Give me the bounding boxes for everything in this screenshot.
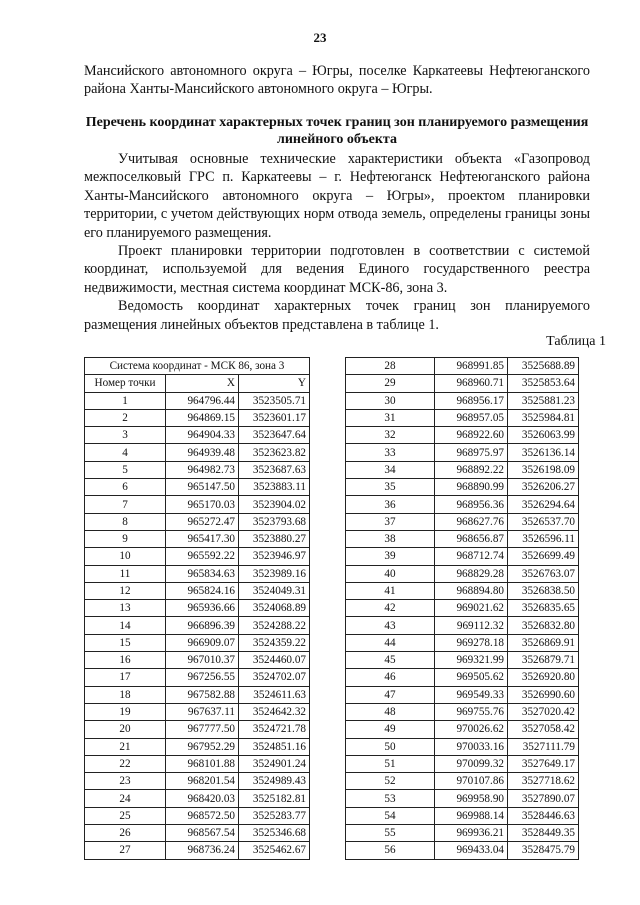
table-row (346, 790, 579, 807)
y-coordinate-cell: 3524642.32 (239, 703, 310, 720)
table-row (346, 617, 579, 634)
x-coordinate-cell: 968991.85 (435, 358, 508, 375)
table-row (346, 582, 579, 599)
x-coordinate-cell: 965417.30 (166, 530, 239, 547)
y-coordinate-cell: 3523904.02 (239, 496, 310, 513)
point-number-cell: 47 (346, 686, 435, 703)
x-coordinate-cell: 964869.15 (166, 409, 239, 426)
x-coordinate-cell: 968956.17 (435, 392, 508, 409)
table-row (85, 721, 310, 738)
x-coordinate-cell: 965272.47 (166, 513, 239, 530)
point-number-cell: 28 (346, 358, 435, 375)
x-coordinate-cell: 969755.76 (435, 703, 508, 720)
y-coordinate-cell: 3527020.42 (508, 703, 579, 720)
point-number-cell: 23 (85, 773, 166, 790)
point-number-cell: 54 (346, 807, 435, 824)
x-coordinate-cell: 967582.88 (166, 686, 239, 703)
col-point-header: Номер точки (85, 375, 166, 392)
table-row (346, 652, 579, 669)
point-number-cell: 43 (346, 617, 435, 634)
point-number-cell: 16 (85, 652, 166, 669)
y-coordinate-cell: 3525462.67 (239, 842, 310, 859)
y-coordinate-cell: 3525881.23 (508, 392, 579, 409)
y-coordinate-cell: 3523793.68 (239, 513, 310, 530)
point-number-cell: 11 (85, 565, 166, 582)
x-coordinate-cell: 967010.37 (166, 652, 239, 669)
x-coordinate-cell: 965170.03 (166, 496, 239, 513)
x-coordinate-cell: 967256.55 (166, 669, 239, 686)
point-number-cell: 53 (346, 790, 435, 807)
table-row (85, 842, 310, 859)
y-coordinate-cell: 3527058.42 (508, 721, 579, 738)
y-coordinate-cell: 3526869.91 (508, 634, 579, 651)
point-number-cell: 30 (346, 392, 435, 409)
point-number-cell: 39 (346, 548, 435, 565)
y-coordinate-cell: 3523647.64 (239, 427, 310, 444)
y-coordinate-cell: 3524611.63 (239, 686, 310, 703)
table-row (85, 427, 310, 444)
point-number-cell: 44 (346, 634, 435, 651)
table-row (85, 755, 310, 772)
table-row (346, 634, 579, 651)
point-number-cell: 51 (346, 755, 435, 772)
y-coordinate-cell: 3524901.24 (239, 755, 310, 772)
point-number-cell: 32 (346, 427, 435, 444)
y-coordinate-cell: 3525283.77 (239, 807, 310, 824)
y-coordinate-cell: 3526835.65 (508, 600, 579, 617)
intro-text: Мансийского автономного округа – Югры, поселке Каркатеевы Нефтеюганского района Ханты-Мансийского автономного округа – Югры. (84, 63, 590, 98)
table-row (346, 686, 579, 703)
table-row (346, 548, 579, 565)
x-coordinate-cell: 968960.71 (435, 375, 508, 392)
y-coordinate-cell: 3528446.63 (508, 807, 579, 824)
x-coordinate-cell: 969278.18 (435, 634, 508, 651)
point-number-cell: 56 (346, 842, 435, 859)
table-row (85, 617, 310, 634)
y-coordinate-cell: 3524851.16 (239, 738, 310, 755)
point-number-cell: 7 (85, 496, 166, 513)
point-number-cell: 3 (85, 427, 166, 444)
point-number-cell: 42 (346, 600, 435, 617)
paragraph: Учитывая основные технические характеристики объекта «Газопровод межпоселковый ГРС п. Каркатеевы – г. Нефтеюганск Нефтеюганского района Ханты-Мансийского автономного округа – Югры», проектом планировки территории, с учетом действующих норм отвода земель, определены границы зоны его планируемого размещения. (84, 151, 590, 241)
table-row (346, 461, 579, 478)
y-coordinate-cell: 3523687.63 (239, 461, 310, 478)
table-row (346, 825, 579, 842)
table-row (346, 738, 579, 755)
point-number-cell: 18 (85, 686, 166, 703)
x-coordinate-cell: 968736.24 (166, 842, 239, 859)
y-coordinate-cell: 3526920.80 (508, 669, 579, 686)
table-row (85, 773, 310, 790)
y-coordinate-cell: 3523623.82 (239, 444, 310, 461)
table-row (346, 530, 579, 547)
y-coordinate-cell: 3524288.22 (239, 617, 310, 634)
x-coordinate-cell: 965147.50 (166, 479, 239, 496)
table-row (85, 669, 310, 686)
table-row (85, 634, 310, 651)
x-coordinate-cell: 968957.05 (435, 409, 508, 426)
page-number: 23 (313, 30, 327, 45)
table-row (346, 444, 579, 461)
x-coordinate-cell: 968656.87 (435, 530, 508, 547)
table-row (85, 582, 310, 599)
y-coordinate-cell: 3527718.62 (508, 773, 579, 790)
point-number-cell: 10 (85, 548, 166, 565)
y-coordinate-cell: 3528475.79 (508, 842, 579, 859)
x-coordinate-cell: 968627.76 (435, 513, 508, 530)
point-number-cell: 9 (85, 530, 166, 547)
x-coordinate-cell: 965592.22 (166, 548, 239, 565)
point-number-cell: 1 (85, 392, 166, 409)
x-coordinate-cell: 969321.99 (435, 652, 508, 669)
table-row (85, 652, 310, 669)
y-coordinate-cell: 3524049.31 (239, 582, 310, 599)
paragraph: Проект планировки территории подготовлен в соответствии с системой координат, используемой для ведения Единого государственного реестра недвижимости, местная система координат МСК-86, зона 3. (84, 243, 590, 296)
point-number-cell: 15 (85, 634, 166, 651)
table-row (85, 600, 310, 617)
table-row (346, 721, 579, 738)
point-number-cell: 49 (346, 721, 435, 738)
y-coordinate-cell: 3524721.78 (239, 721, 310, 738)
x-coordinate-cell: 968101.88 (166, 755, 239, 772)
table-row (346, 513, 579, 530)
y-coordinate-cell: 3527649.17 (508, 755, 579, 772)
table-row (85, 496, 310, 513)
x-coordinate-cell: 969021.62 (435, 600, 508, 617)
table-row (346, 669, 579, 686)
point-number-cell: 2 (85, 409, 166, 426)
x-coordinate-cell: 968894.80 (435, 582, 508, 599)
point-number-cell: 24 (85, 790, 166, 807)
point-number-cell: 46 (346, 669, 435, 686)
point-number-cell: 37 (346, 513, 435, 530)
y-coordinate-cell: 3526136.14 (508, 444, 579, 461)
table-row (85, 738, 310, 755)
table-row (85, 513, 310, 530)
point-number-cell: 26 (85, 825, 166, 842)
table-row (85, 565, 310, 582)
x-coordinate-cell: 967777.50 (166, 721, 239, 738)
y-coordinate-cell: 3526838.50 (508, 582, 579, 599)
y-coordinate-cell: 3527890.07 (508, 790, 579, 807)
paragraph: Ведомость координат характерных точек границ зон планируемого размещения линейных объектов представлена в таблице 1. (84, 298, 590, 333)
y-coordinate-cell: 3526832.80 (508, 617, 579, 634)
table-row (85, 686, 310, 703)
table-row (346, 807, 579, 824)
y-coordinate-cell: 3526990.60 (508, 686, 579, 703)
point-number-cell: 25 (85, 807, 166, 824)
table-row (346, 479, 579, 496)
x-coordinate-cell: 968712.74 (435, 548, 508, 565)
x-coordinate-cell: 970099.32 (435, 755, 508, 772)
x-coordinate-cell: 968201.54 (166, 773, 239, 790)
point-number-cell: 6 (85, 479, 166, 496)
y-coordinate-cell: 3526879.71 (508, 652, 579, 669)
x-coordinate-cell: 966909.07 (166, 634, 239, 651)
y-coordinate-cell: 3525182.81 (239, 790, 310, 807)
point-number-cell: 45 (346, 652, 435, 669)
y-coordinate-cell: 3525853.64 (508, 375, 579, 392)
x-coordinate-cell: 965824.16 (166, 582, 239, 599)
x-coordinate-cell: 968956.36 (435, 496, 508, 513)
point-number-cell: 27 (85, 842, 166, 859)
table-row (346, 842, 579, 859)
x-coordinate-cell: 969549.33 (435, 686, 508, 703)
table-row (85, 461, 310, 478)
point-number-cell: 55 (346, 825, 435, 842)
point-number-cell: 19 (85, 703, 166, 720)
y-coordinate-cell: 3524359.22 (239, 634, 310, 651)
table-row (346, 600, 579, 617)
y-coordinate-cell: 3524460.07 (239, 652, 310, 669)
x-coordinate-cell: 969433.04 (435, 842, 508, 859)
coordinate-system-header: Система координат - МСК 86, зона 3 (85, 358, 310, 375)
y-coordinate-cell: 3524989.43 (239, 773, 310, 790)
x-coordinate-cell: 968420.03 (166, 790, 239, 807)
table-row (85, 479, 310, 496)
point-number-cell: 29 (346, 375, 435, 392)
x-coordinate-cell: 964939.48 (166, 444, 239, 461)
y-coordinate-cell: 3526537.70 (508, 513, 579, 530)
point-number-cell: 12 (85, 582, 166, 599)
table-row (85, 790, 310, 807)
y-coordinate-cell: 3526699.49 (508, 548, 579, 565)
table-row (346, 773, 579, 790)
x-coordinate-cell: 970026.62 (435, 721, 508, 738)
point-number-cell: 5 (85, 461, 166, 478)
table-row (85, 444, 310, 461)
y-coordinate-cell: 3526063.99 (508, 427, 579, 444)
point-number-cell: 34 (346, 461, 435, 478)
x-coordinate-cell: 964796.44 (166, 392, 239, 409)
y-coordinate-cell: 3523989.16 (239, 565, 310, 582)
y-coordinate-cell: 3524702.07 (239, 669, 310, 686)
x-coordinate-cell: 968567.54 (166, 825, 239, 842)
x-coordinate-cell: 967637.11 (166, 703, 239, 720)
y-coordinate-cell: 3523883.11 (239, 479, 310, 496)
x-coordinate-cell: 970033.16 (435, 738, 508, 755)
table-row (346, 565, 579, 582)
coordinates-table-right (345, 357, 579, 860)
y-coordinate-cell: 3523880.27 (239, 530, 310, 547)
y-coordinate-cell: 3528449.35 (508, 825, 579, 842)
table-row (346, 375, 579, 392)
point-number-cell: 8 (85, 513, 166, 530)
table-caption: Таблица 1 (546, 334, 606, 349)
y-coordinate-cell: 3523601.17 (239, 409, 310, 426)
x-coordinate-cell: 964904.33 (166, 427, 239, 444)
point-number-cell: 17 (85, 669, 166, 686)
body-paragraphs (84, 150, 590, 334)
point-number-cell: 4 (85, 444, 166, 461)
y-coordinate-cell: 3524068.89 (239, 600, 310, 617)
point-number-cell: 35 (346, 479, 435, 496)
table-row (85, 548, 310, 565)
point-number-cell: 50 (346, 738, 435, 755)
y-coordinate-cell: 3527111.79 (508, 738, 579, 755)
point-number-cell: 38 (346, 530, 435, 547)
x-coordinate-cell: 967952.29 (166, 738, 239, 755)
table-row (85, 825, 310, 842)
x-coordinate-cell: 969505.62 (435, 669, 508, 686)
point-number-cell: 41 (346, 582, 435, 599)
table-row (346, 755, 579, 772)
x-coordinate-cell: 965936.66 (166, 600, 239, 617)
table-row (346, 409, 579, 426)
x-coordinate-cell: 969112.32 (435, 617, 508, 634)
y-coordinate-cell: 3525688.89 (508, 358, 579, 375)
table-row (346, 427, 579, 444)
x-coordinate-cell: 969988.14 (435, 807, 508, 824)
x-coordinate-cell: 968890.99 (435, 479, 508, 496)
y-coordinate-cell: 3526294.64 (508, 496, 579, 513)
x-coordinate-cell: 966896.39 (166, 617, 239, 634)
table-row (85, 703, 310, 720)
point-number-cell: 33 (346, 444, 435, 461)
y-coordinate-cell: 3526206.27 (508, 479, 579, 496)
table-row (346, 496, 579, 513)
col-y-header: Y (239, 375, 310, 392)
point-number-cell: 21 (85, 738, 166, 755)
x-coordinate-cell: 964982.73 (166, 461, 239, 478)
point-number-cell: 48 (346, 703, 435, 720)
table-row (85, 409, 310, 426)
x-coordinate-cell: 969958.90 (435, 790, 508, 807)
y-coordinate-cell: 3526763.07 (508, 565, 579, 582)
x-coordinate-cell: 968892.22 (435, 461, 508, 478)
y-coordinate-cell: 3526596.11 (508, 530, 579, 547)
x-coordinate-cell: 968829.28 (435, 565, 508, 582)
point-number-cell: 36 (346, 496, 435, 513)
x-coordinate-cell: 968975.97 (435, 444, 508, 461)
point-number-cell: 22 (85, 755, 166, 772)
x-coordinate-cell: 968922.60 (435, 427, 508, 444)
table-row (346, 703, 579, 720)
point-number-cell: 14 (85, 617, 166, 634)
section-heading: Перечень координат характерных точек границ зон планируемого размещения линейного объекта (85, 115, 589, 147)
col-x-header: X (166, 375, 239, 392)
point-number-cell: 13 (85, 600, 166, 617)
table-row (346, 392, 579, 409)
x-coordinate-cell: 965834.63 (166, 565, 239, 582)
x-coordinate-cell: 969936.21 (435, 825, 508, 842)
table-row (85, 807, 310, 824)
y-coordinate-cell: 3525984.81 (508, 409, 579, 426)
y-coordinate-cell: 3526198.09 (508, 461, 579, 478)
coordinates-table-left (84, 357, 310, 860)
point-number-cell: 52 (346, 773, 435, 790)
table-row (85, 392, 310, 409)
table-row (85, 530, 310, 547)
point-number-cell: 40 (346, 565, 435, 582)
point-number-cell: 31 (346, 409, 435, 426)
y-coordinate-cell: 3523505.71 (239, 392, 310, 409)
point-number-cell: 20 (85, 721, 166, 738)
table-row (346, 358, 579, 375)
y-coordinate-cell: 3523946.97 (239, 548, 310, 565)
x-coordinate-cell: 968572.50 (166, 807, 239, 824)
x-coordinate-cell: 970107.86 (435, 773, 508, 790)
y-coordinate-cell: 3525346.68 (239, 825, 310, 842)
